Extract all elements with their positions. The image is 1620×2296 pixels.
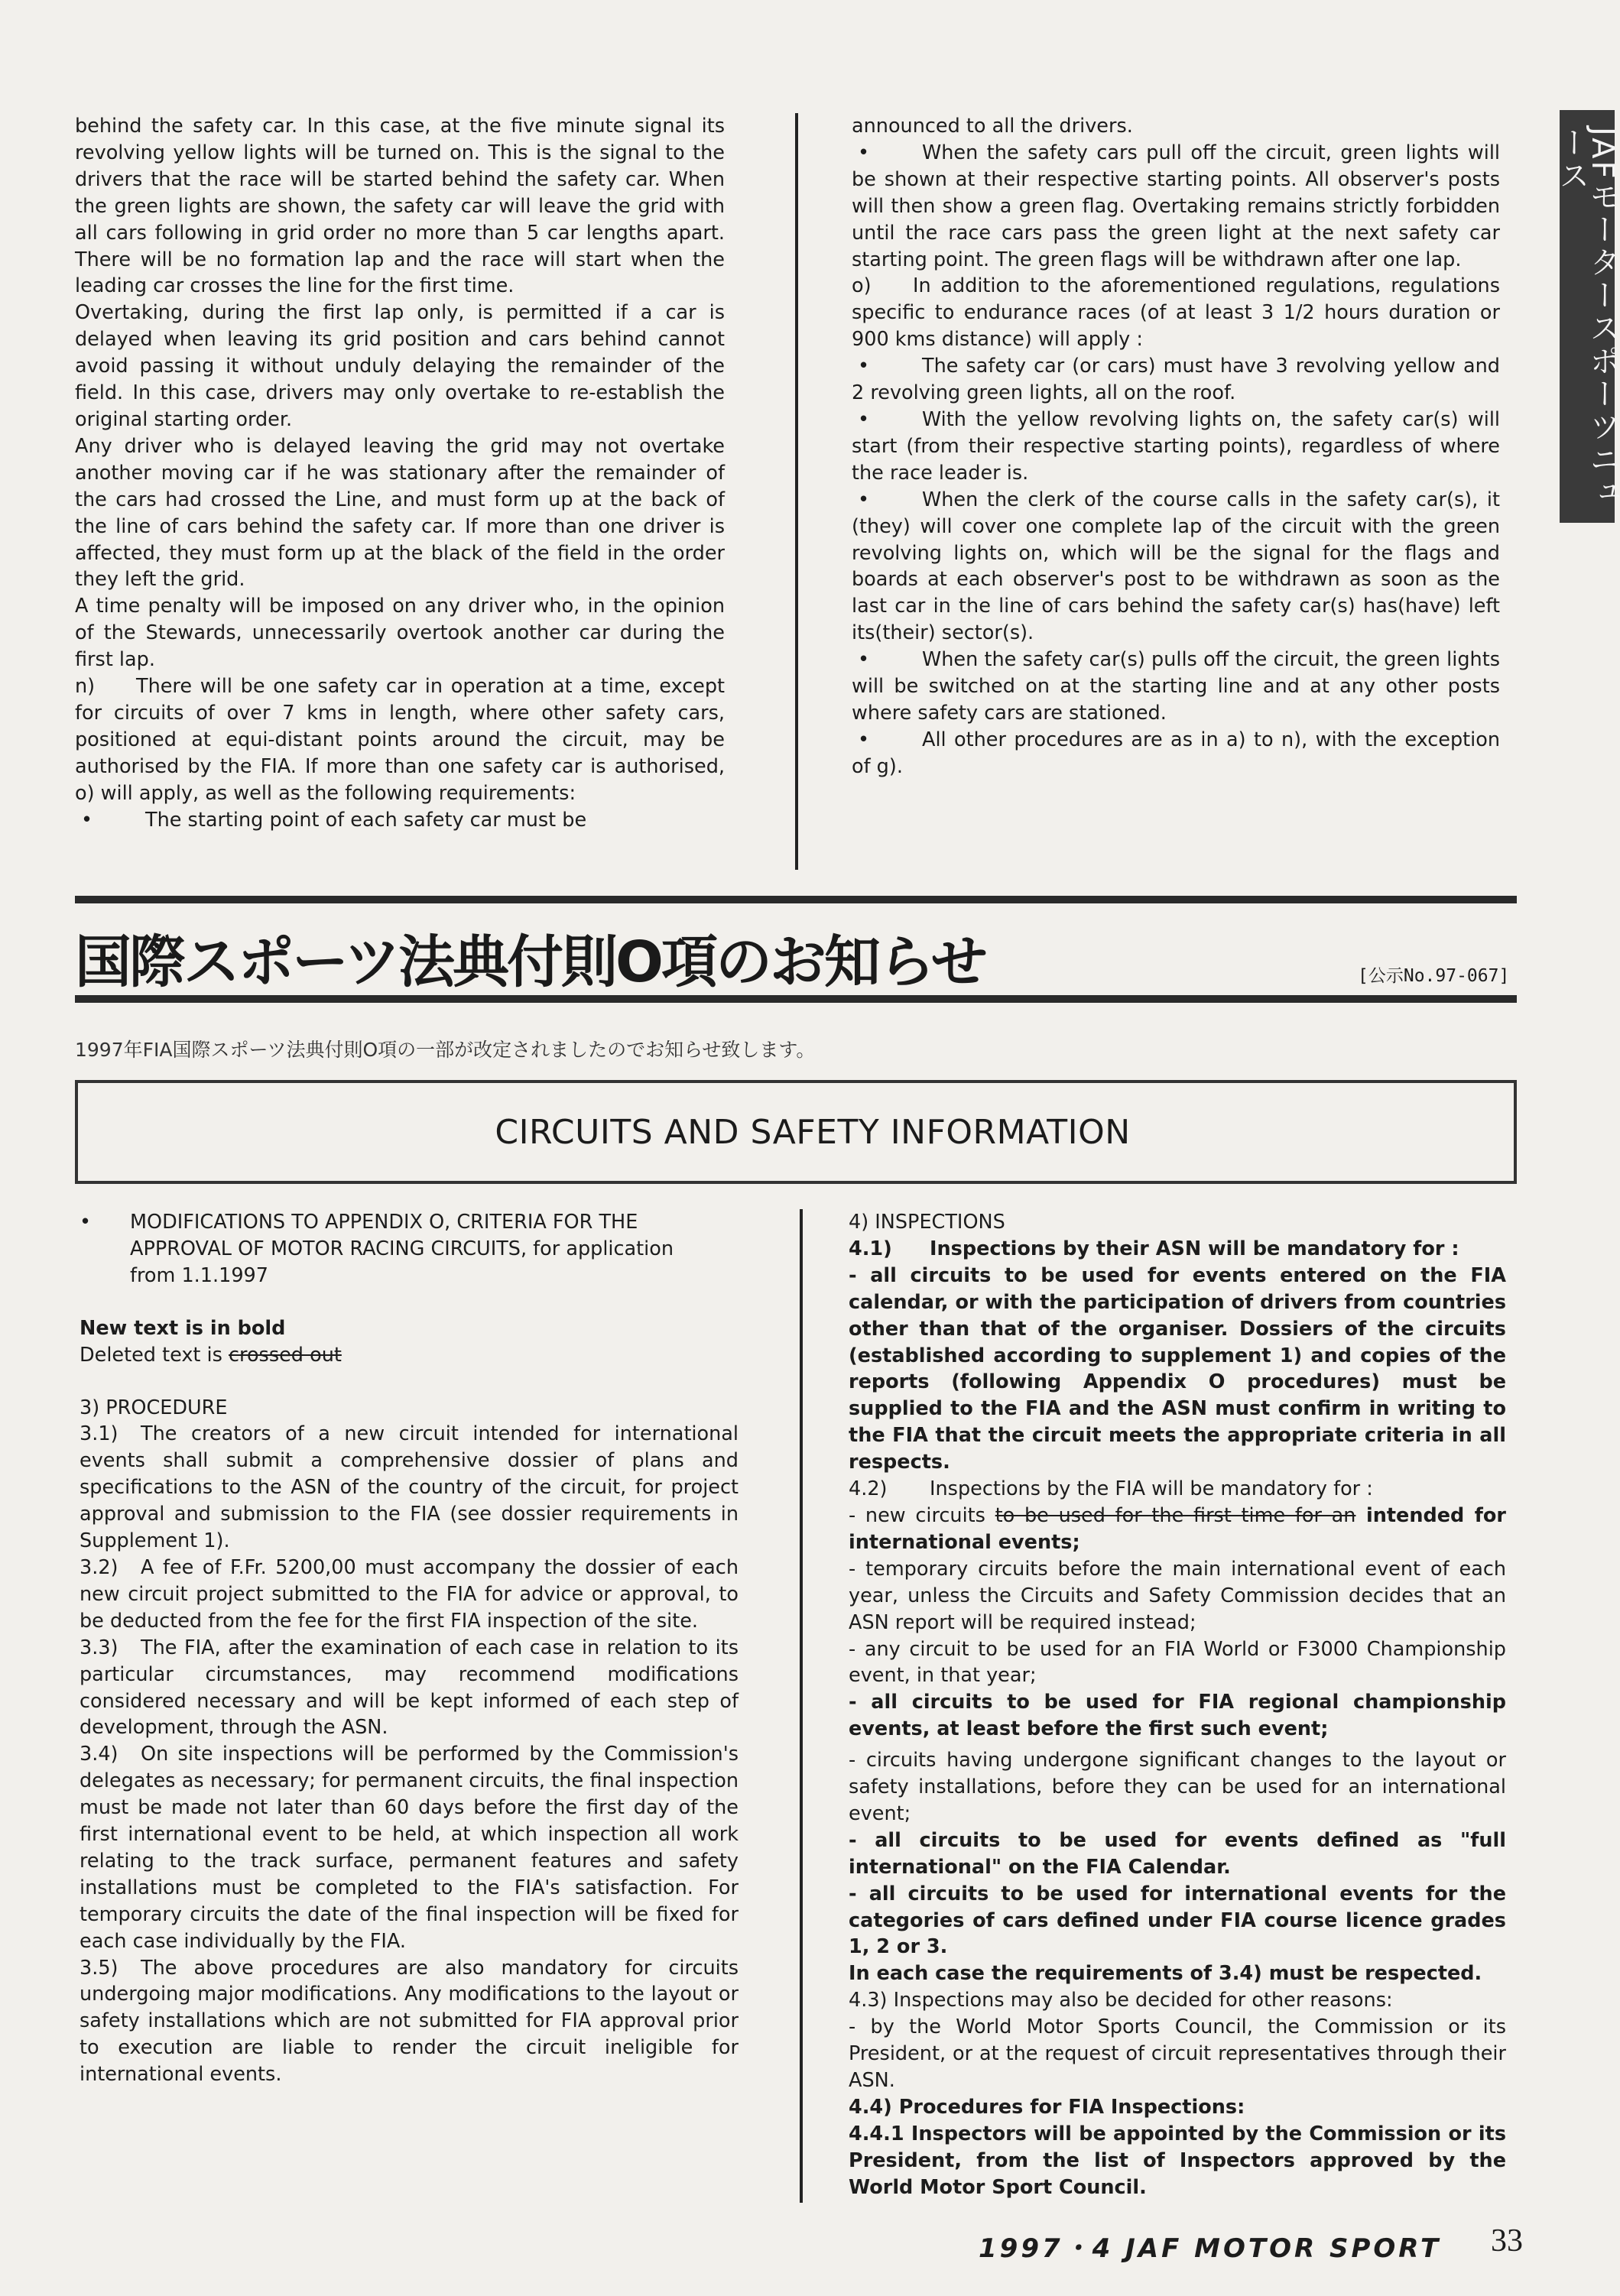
bottom-left-column [80, 1209, 739, 2088]
item-marker: 3.1) [80, 1422, 118, 1446]
appendix-heading-text: MODIFICATIONS TO APPENDIX O, CRITERIA FOR THE APPROVAL OF MOTOR RACING CIRCUITS, for application from 1.1.1997 [130, 1211, 674, 1287]
item-marker: 3.3) [80, 1636, 118, 1659]
section-4-2-regional: - all circuits to be used for FIA regional championship events, at least before the first such event; [849, 1691, 1506, 1741]
heading-bullet: • [80, 1211, 92, 1234]
section-4-2-new-struck: to be used for the first time for an [995, 1503, 1356, 1527]
section-4-4-1: 4.4.1 Inspectors will be appointed by the Commission or its President, from the list of Inspectors approved by the World Motor Sport Council. [849, 2122, 1506, 2199]
top-left-paragraph-text: behind the safety car. In this case, at the five minute signal its revolving yellow lights will be turned on. This is the signal to the drivers that the race will be started behind the safety car. When the green lights are shown, the safety car will leave the grid with all cars following in grid order no more than 5 car lengths apart. There will be no formation lap and the race will start when the leading car crosses the line for the first time. [75, 115, 725, 298]
section-4-2-f3000: - any circuit to be used for an FIA World or F3000 Championship event, in that year; [849, 1637, 1506, 1688]
top-right-paragraph-text: In addition to the aforementioned regulations, regulations specific to endurance races (of at least 3 1/2 hours duration or 900 kms distance) will apply : [852, 274, 1500, 352]
top-left-paragraph-2 [75, 300, 725, 433]
procedure-paragraph-5 [80, 1955, 739, 2089]
top-left-paragraph-text: Any driver who is delayed leaving the grid may not overtake another moving car if he was stationary after the remainder of the cars had crossed the Line, and must form up at the back of the line of cars behind the safety car. If more than one driver is affected, they must form up at the black of the field in the order they left the grid. [75, 434, 725, 592]
legend-deleted [80, 1342, 739, 1369]
notice-title: 国際スポーツ法典付則O項のお知らせ [75, 929, 985, 995]
top-right-paragraph-3 [852, 273, 1500, 353]
item-marker: 3.4) [80, 1743, 118, 1766]
procedure-paragraph-text: A fee of F.Fr. 5200,00 must accompany the dossier of each new circuit project submitted to the FIA for advice or approval, to be deducted from the fee for the first FIA inspection of the site. [80, 1555, 739, 1633]
top-right-paragraph-text: With the yellow revolving lights on, the safety car(s) will start (from their respective starting points), regardless of where the race leader is. [852, 407, 1500, 485]
top-right-paragraph-5 [852, 407, 1500, 487]
inspections-heading: 4) INSPECTIONS [849, 1211, 1005, 1234]
section-4-2-changes: - circuits having undergone significant changes to the layout or safety installations, before they can be used for an international event; [849, 1749, 1506, 1825]
section-title: CIRCUITS AND SAFETY INFORMATION [495, 1112, 1131, 1152]
section-4-2 [849, 1476, 1506, 1503]
procedure-paragraph-text: The FIA, after the examination of each case in relation to its particular circumstances, may recommend modifications considered necessary and will be kept informed of each step of development, through the ASN. [80, 1636, 739, 1740]
section-4-2-new-prefix: - new circuits [849, 1503, 995, 1527]
top-right-paragraph-7 [852, 647, 1500, 727]
section-side-tab [1554, 110, 1620, 523]
section-4-2-requirements: In each case the requirements of 3.4) must be respected. [849, 1962, 1482, 1986]
procedure-paragraph-2 [80, 1555, 739, 1635]
top-right-paragraph-2 [852, 140, 1500, 274]
procedure-paragraph-text: The creators of a new circuit intended for international events shall submit a comprehensive dossier of plans and specifications to the ASN of the country of the circuit, for project approval and submission to the FIA (see dossier requirements in Supplement 1). [80, 1422, 739, 1553]
side-tab-label: JAFモータースポーツニュース [1554, 127, 1620, 510]
bottom-right-column [849, 1209, 1506, 2201]
notice-number: [公示No.97-067] [1358, 966, 1510, 986]
section-4-2-new [849, 1503, 1506, 1556]
procedure-heading: 3) PROCEDURE [80, 1396, 228, 1419]
item-marker: o) [852, 274, 872, 298]
page-number: 33 [1491, 2223, 1523, 2259]
notice-intro: 1997年FIA国際スポーツ法典付則O項の一部が改定されましたのでお知らせ致します。 [75, 1039, 816, 1061]
section-4-3: 4.3) Inspections may also be decided for other reasons: [849, 1989, 1393, 2012]
procedure-paragraph-text: The above procedures are also mandatory for circuits undergoing major modifications. Any modifications to the layout or safety installations which are not submitted for FIA approval prior to execution are liable to render the circuit ineligible for international events. [80, 1956, 739, 2087]
procedure-paragraph-3 [80, 1635, 739, 1742]
section-4-2-licence-grades: - all circuits to be used for international events for the categories of cars defined under FIA course licence grades 1, 2 or 3. [849, 1882, 1506, 1959]
procedure-paragraphs [80, 1421, 739, 2088]
bullet-marker: • [858, 488, 870, 511]
section-4-2-new-suffix: intended for international events; [849, 1503, 1506, 1554]
magazine-footer: 1997・4 JAF MOTOR SPORT [979, 2233, 1442, 2264]
notice-top-rule [75, 896, 1517, 903]
bottom-column-divider [800, 1209, 803, 2203]
procedure-paragraph-1 [80, 1421, 739, 1555]
top-left-paragraph-text: The starting point of each safety car must be [145, 808, 587, 832]
item-marker: 3.5) [80, 1956, 118, 1980]
top-left-paragraph-text: There will be one safety car in operation at a time, except for circuits of over 7 kms in length, where other safety cars, positioned at equi-distant points around the circuit, may be authorised by the FIA. If more than one safety car is authorised, o) will apply, as well as the following requirements: [75, 675, 725, 805]
top-left-paragraph-6 [75, 807, 725, 834]
top-right-paragraph-text: When the safety car(s) pulls off the circuit, the green lights will be switched on at the starting line and at any other posts where safety cars are stationed. [852, 648, 1500, 725]
bullet-marker: • [81, 808, 93, 832]
top-right-paragraph-text: The safety car (or cars) must have 3 revolving yellow and 2 revolving green lights, all on the roof. [852, 355, 1500, 405]
legend-new: New text is in bold [80, 1316, 286, 1340]
section-4-1 [849, 1236, 1506, 1263]
top-left-paragraph-5 [75, 673, 725, 807]
top-right-paragraph-4 [852, 353, 1500, 407]
item-marker: n) [75, 675, 96, 699]
section-4-1-item: - all circuits to be used for events entered on the FIA calendar, or with the participation of drivers from countries other than that of the organiser. Dossiers of the circuits (established according to supplement 1) and copies of the reports (following Appendix O procedures) must be supplied to the FIA and the ASN must confirm in writing to the FIA that the circuit meets the appropriate criteria in all respects. [849, 1263, 1506, 1474]
bullet-marker: • [858, 648, 870, 672]
top-right-paragraph-text: announced to all the drivers. [852, 115, 1133, 138]
section-4-4: 4.4) Procedures for FIA Inspections: [849, 2095, 1245, 2119]
section-4-2-text: Inspections by the FIA will be mandatory for : [930, 1477, 1373, 1501]
top-right-paragraph-6 [852, 487, 1500, 647]
top-right-paragraph-1 [852, 113, 1500, 140]
top-column-divider [795, 113, 798, 870]
top-right-paragraph-text: When the safety cars pull off the circuit, green lights will be shown at their respective starting points. All observer's posts will then show a green flag. Overtaking remains strictly forbidden until the race cars pass the green light at the next safety car starting point. The green flags will be withdrawn after one lap. [852, 141, 1500, 271]
top-left-paragraph-4 [75, 593, 725, 673]
top-right-paragraph-text: When the clerk of the course calls in the safety car(s), it (they) will cover one complete lap of the circuit with the green revolving lights on, which will be the signal for the flags and boards at each observer's post to be withdrawn as soon as the last car in the line of cars behind the safety car(s) has(have) left its(their) sector(s). [852, 488, 1500, 645]
top-right-column [852, 113, 1500, 780]
section-4-2-temporary: - temporary circuits before the main international event of each year, unless the Circuits and Safety Commission decides that an ASN report will be required instead; [849, 1557, 1506, 1634]
top-left-paragraph-text: A time penalty will be imposed on any driver who, in the opinion of the Stewards, unnecessarily overtook another car during the first lap. [75, 595, 725, 672]
top-left-paragraph-text: Overtaking, during the first lap only, is permitted if a car is delayed when leaving its grid position and cars behind cannot avoid passing it without unduly delaying the remainder of the field. In this case, drivers may only overtake to re-establish the original starting order. [75, 301, 725, 431]
bullet-marker: • [858, 141, 870, 164]
top-left-paragraph-3 [75, 433, 725, 593]
legend-deleted-prefix: Deleted text is [80, 1343, 229, 1367]
top-left-column [75, 113, 725, 833]
legend-deleted-example: crossed out [229, 1343, 342, 1367]
item-marker: 3.2) [80, 1555, 118, 1579]
procedure-paragraph-text: On site inspections will be performed by the Commission's delegates as necessary; for permanent circuits, the final inspection must be made not later than 60 days before the first day of the first international event to be held, at which inspection all work relating to the track surface, permanent features and safety installations must be completed to the FIA's satisfaction. For temporary circuits the date of the final inspection will be fixed for each case individually by the FIA. [80, 1743, 739, 1953]
bullet-marker: • [858, 407, 870, 431]
bullet-marker: • [858, 728, 870, 751]
section-4-2-label: 4.2) [849, 1477, 888, 1501]
top-left-paragraph-1 [75, 113, 725, 300]
section-4-1-text: Inspections by their ASN will be mandatory for : [930, 1237, 1459, 1260]
top-right-paragraph-8 [852, 727, 1500, 780]
appendix-heading [80, 1209, 739, 1289]
bullet-marker: • [858, 355, 870, 378]
section-4-1-label: 4.1) [849, 1237, 892, 1260]
top-right-paragraph-text: All other procedures are as in a) to n), with the exception of g). [852, 728, 1500, 778]
procedure-paragraph-4 [80, 1741, 739, 1954]
notice-bottom-rule [75, 995, 1517, 1003]
section-4-3-item: - by the World Motor Sports Council, the Commission or its President, or at the request of circuit representatives through their ASN. [849, 2015, 1506, 2092]
section-4-2-full-international: - all circuits to be used for events defined as "full international" on the FIA Calendar. [849, 1828, 1506, 1879]
section-title-box [75, 1080, 1517, 1184]
